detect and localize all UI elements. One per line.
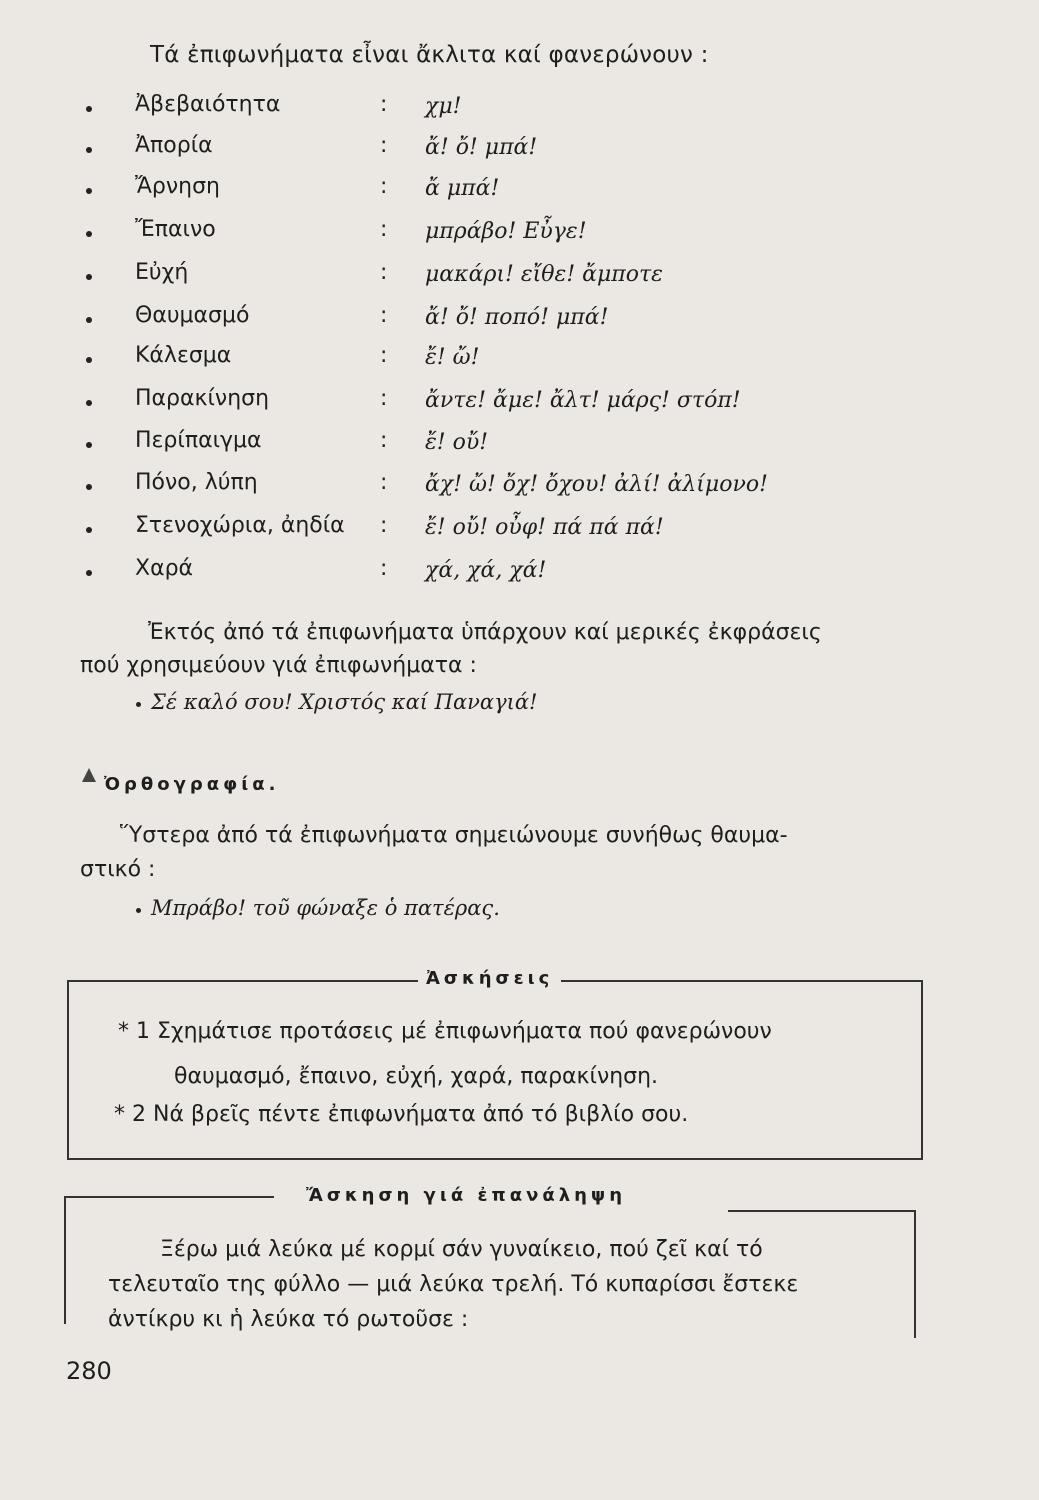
definition-row: [0, 92, 1039, 132]
definition-colon: :: [380, 428, 388, 453]
definition-colon: :: [380, 260, 388, 285]
bullet-icon: [86, 527, 92, 533]
definition-term: Κάλεσμα: [135, 343, 232, 368]
definition-term: Ἔπαινο: [135, 217, 216, 242]
intro-text: Τά ἐπιφωνήματα εἶναι ἄκλιτα καί φανερώνουν :: [150, 42, 709, 68]
definition-colon: :: [380, 174, 388, 199]
orthography-example: [136, 896, 500, 920]
definition-row: [0, 260, 1039, 300]
definition-colon: :: [380, 343, 388, 368]
review-title: Ἄσκηση γιά ἐπανάληψη: [306, 1185, 627, 1206]
definition-examples: ἔ! οὔ! οὖφ! πά πά πά!: [425, 515, 664, 540]
expressions-example: [136, 690, 538, 714]
definition-row: [0, 303, 1039, 343]
bullet-icon: [136, 702, 141, 707]
definition-term: Παρακίνηση: [135, 386, 270, 411]
definition-row: [0, 174, 1039, 214]
page-number: 280: [66, 1357, 112, 1385]
bullet-icon: [86, 231, 92, 237]
review-line-2: τελευταῖο της φύλλο — μιά λεύκα τρελή. Τό κυπαρίσσι ἔστεκε: [108, 1272, 799, 1297]
definition-examples: ἔ! οὔ!: [425, 430, 489, 455]
definition-examples: ἄχ! ὤ! ὄχ! ὄχου! ἀλί! ἀλίμονο!: [425, 472, 768, 497]
definition-term: Περίπαιγμα: [135, 428, 262, 453]
definition-colon: :: [380, 386, 388, 411]
definition-colon: :: [380, 133, 388, 158]
bullet-icon: [86, 188, 92, 194]
definition-colon: :: [380, 303, 388, 328]
bullet-icon: [86, 106, 92, 112]
definition-examples: ἔ! ὤ!: [425, 345, 480, 370]
bullet-icon: [86, 400, 92, 406]
review-box-left-border: [64, 1196, 66, 1324]
bullet-icon: [86, 442, 92, 448]
definition-row: [0, 556, 1039, 596]
definition-examples: μακάρι! εἴθε! ἄμποτε: [425, 262, 663, 287]
definition-colon: :: [380, 513, 388, 538]
orthography-example-text: Μπράβο! τοῦ φώναξε ὁ πατέρας.: [151, 896, 500, 920]
triangle-marker-icon: [82, 768, 96, 782]
bullet-icon: [86, 147, 92, 153]
expressions-line-1: Ἐκτός ἀπό τά ἐπιφωνήματα ὑπάρχουν καί μερικές ἐκφράσεις: [148, 620, 822, 645]
definition-row: [0, 513, 1039, 553]
definition-examples: χά, χά, χά!: [425, 558, 547, 583]
expressions-line-2: πού χρησιμεύουν γιά ἐπιφωνήματα :: [80, 653, 477, 678]
exercise-1-line-2: θαυμασμό, ἔπαινο, εὐχή, χαρά, παρακίνηση.: [174, 1064, 659, 1089]
definition-colon: :: [380, 470, 388, 495]
definition-colon: :: [380, 217, 388, 242]
bullet-icon: [86, 317, 92, 323]
definition-examples: ἄ! ὄ! ποπό! μπά!: [425, 305, 609, 330]
definition-term: Στενοχώρια, ἀηδία: [135, 513, 345, 538]
expressions-example-text: Σέ καλό σου! Χριστός καί Παναγιά!: [151, 690, 538, 714]
orthography-line-2: στικό :: [80, 857, 156, 882]
definition-row: [0, 470, 1039, 510]
definition-row: [0, 133, 1039, 173]
definition-examples: ἄντε! ἄμε! ἄλτ! μάρς! στόπ!: [425, 388, 741, 413]
exercise-2: * 2 Νά βρεῖς πέντε ἐπιφωνήματα ἀπό τό βιβλίο σου.: [114, 1102, 689, 1127]
bullet-icon: [86, 274, 92, 280]
exercises-title: Ἀσκήσεις: [418, 968, 561, 989]
definition-colon: :: [380, 92, 388, 117]
definition-term: Θαυμασμό: [135, 303, 250, 328]
definition-term: Χαρά: [135, 556, 194, 581]
review-box-top-border-left: [64, 1196, 274, 1198]
bullet-icon: [86, 570, 92, 576]
review-line-3: ἀντίκρυ κι ἡ λεύκα τό ρωτοῦσε :: [108, 1307, 469, 1332]
definition-colon: :: [380, 556, 388, 581]
definition-examples: μπράβο! Εὖγε!: [425, 219, 587, 244]
bullet-icon: [136, 908, 141, 913]
definition-row: [0, 217, 1039, 257]
bullet-icon: [86, 484, 92, 490]
review-box-top-border-right: [728, 1210, 916, 1212]
definition-term: Εὐχή: [135, 260, 189, 285]
definition-term: Ἀπορία: [135, 133, 213, 158]
review-line-1: Ξέρω μιά λεύκα μέ κορμί σάν γυναίκειο, πού ζεῖ καί τό: [160, 1237, 763, 1262]
definition-row: [0, 386, 1039, 426]
definition-examples: ἄ μπά!: [425, 176, 500, 201]
orthography-line-1: Ὕστερα ἀπό τά ἐπιφωνήματα σημειώνουμε συνήθως θαυμα-: [120, 823, 788, 848]
bullet-icon: [86, 357, 92, 363]
definition-examples: ἄ! ὄ! μπά!: [425, 135, 538, 160]
exercise-1-line-1: * 1 Σχημάτισε προτάσεις μέ ἐπιφωνήματα πού φανερώνουν: [118, 1019, 772, 1044]
orthography-heading: Ὀρθογραφία.: [104, 774, 280, 795]
definition-row: [0, 428, 1039, 468]
definition-term: Ἄρνηση: [135, 174, 221, 199]
definition-examples: χμ!: [425, 94, 462, 119]
definition-term: Πόνο, λύπη: [135, 470, 258, 495]
definition-term: Ἀβεβαιότητα: [135, 92, 281, 117]
review-box-right-border: [914, 1210, 916, 1338]
definition-row: [0, 343, 1039, 383]
